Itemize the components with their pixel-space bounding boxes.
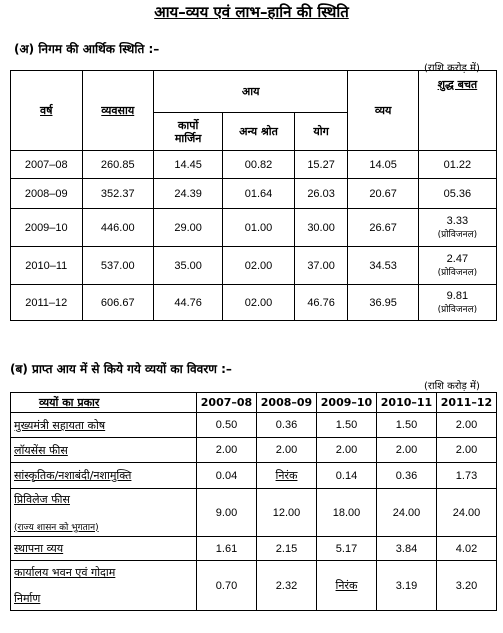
header-year-col: 2011–12 bbox=[437, 393, 497, 413]
cell-net: 01.22 bbox=[418, 151, 496, 179]
section-a-unit-note: (राशि करोड़ में) bbox=[424, 63, 480, 74]
cell-expense-type: कार्यालय भवन एवं गोदाम निर्माण bbox=[11, 561, 197, 611]
cell-turnover: 352.37 bbox=[82, 179, 154, 209]
cell-value: 2.00 bbox=[377, 438, 437, 463]
cell-value: 1.73 bbox=[437, 463, 497, 489]
cell-other: 02.00 bbox=[223, 247, 295, 285]
cell-value: 12.00 bbox=[257, 489, 317, 537]
cell-total: 15.27 bbox=[294, 151, 348, 179]
header-year-col: 2008–09 bbox=[257, 393, 317, 413]
cell-value: 2.32 bbox=[257, 561, 317, 611]
cell-other: 01.00 bbox=[223, 209, 295, 247]
cell-value: 1.50 bbox=[377, 413, 437, 438]
cell-total: 46.76 bbox=[294, 285, 348, 321]
cell-turnover: 537.00 bbox=[82, 247, 154, 285]
provisional-note: (प्रोविजनल) bbox=[437, 267, 478, 278]
cell-value: 24.00 bbox=[437, 489, 497, 537]
header-year-col: 2007–08 bbox=[197, 393, 257, 413]
cell-value: 2.00 bbox=[317, 438, 377, 463]
cell-margin: 29.00 bbox=[154, 209, 223, 247]
cell-value: 0.14 bbox=[317, 463, 377, 489]
cell-expense-type: लॉयसेंस फीस bbox=[11, 438, 197, 463]
section-b-heading: (ब) प्राप्त आय में से किये गये व्ययों का विवरण :– bbox=[10, 362, 232, 376]
section-b-unit-note: (राशि करोड़ में) bbox=[424, 381, 480, 392]
header-turnover: व्यवसाय bbox=[82, 71, 154, 151]
header-other-sources: अन्य श्रोत bbox=[223, 113, 295, 151]
cell-total: 37.00 bbox=[294, 247, 348, 285]
cell-total: 30.00 bbox=[294, 209, 348, 247]
cell-expense-type: सांस्कृतिक/नशाबंदी/नशामुक्ति bbox=[11, 463, 197, 489]
cell-value: 0.36 bbox=[257, 413, 317, 438]
header-year-col: 2009–10 bbox=[317, 393, 377, 413]
cell-value: 0.50 bbox=[197, 413, 257, 438]
cell-value: 0.70 bbox=[197, 561, 257, 611]
header-year: वर्ष bbox=[11, 71, 83, 151]
cell-value: 24.00 bbox=[377, 489, 437, 537]
cell-net: 2.47 (प्रोविजनल) bbox=[418, 247, 496, 285]
cell-expense-type: प्रिविलेज फीस (राज्य शासन को भुगतान) bbox=[11, 489, 197, 537]
cell-value: 3.20 bbox=[437, 561, 497, 611]
cell-value: 18.00 bbox=[317, 489, 377, 537]
table-row bbox=[11, 463, 497, 489]
table-row bbox=[11, 247, 497, 285]
cell-value: 4.02 bbox=[437, 537, 497, 561]
cell-value: 2.00 bbox=[257, 438, 317, 463]
table-row bbox=[11, 537, 497, 561]
cell-exp: 14.05 bbox=[348, 151, 418, 179]
header-corporate-margin: कार्पो मार्जिन bbox=[154, 113, 223, 151]
cell-year: 2010–11 bbox=[11, 247, 83, 285]
cell-net: 3.33 (प्रोविजनल) bbox=[418, 209, 496, 247]
cell-margin: 35.00 bbox=[154, 247, 223, 285]
cell-value: 1.50 bbox=[317, 413, 377, 438]
cell-value: 2.00 bbox=[437, 413, 497, 438]
expenditure-table bbox=[10, 392, 497, 611]
cell-value: 9.00 bbox=[197, 489, 257, 537]
cell-value: निरंक bbox=[317, 561, 377, 611]
cell-margin: 44.76 bbox=[154, 285, 223, 321]
table-row bbox=[11, 151, 497, 179]
cell-turnover: 446.00 bbox=[82, 209, 154, 247]
cell-value: 3.19 bbox=[377, 561, 437, 611]
cell-other: 01.64 bbox=[223, 179, 295, 209]
provisional-note: (प्रोविजनल) bbox=[437, 229, 478, 240]
cell-total: 26.03 bbox=[294, 179, 348, 209]
header-total: योग bbox=[294, 113, 348, 151]
cell-other: 02.00 bbox=[223, 285, 295, 321]
cell-value: 2.00 bbox=[437, 438, 497, 463]
cell-turnover: 606.67 bbox=[82, 285, 154, 321]
header-year-col: 2010–11 bbox=[377, 393, 437, 413]
cell-value: 0.04 bbox=[197, 463, 257, 489]
cell-other: 00.82 bbox=[223, 151, 295, 179]
cell-year: 2011–12 bbox=[11, 285, 83, 321]
cell-value: 5.17 bbox=[317, 537, 377, 561]
header-income: आय bbox=[154, 71, 348, 113]
cell-net: 05.36 bbox=[418, 179, 496, 209]
cell-year: 2009–10 bbox=[11, 209, 83, 247]
table-row bbox=[11, 413, 497, 438]
cell-value: 3.84 bbox=[377, 537, 437, 561]
table-row bbox=[11, 438, 497, 463]
cell-value: 1.61 bbox=[197, 537, 257, 561]
table-row bbox=[11, 489, 497, 537]
cell-turnover: 260.85 bbox=[82, 151, 154, 179]
cell-exp: 26.67 bbox=[348, 209, 418, 247]
cell-value: 2.15 bbox=[257, 537, 317, 561]
header-net-saving: शुद्ध बचत bbox=[418, 71, 496, 151]
cell-margin: 24.39 bbox=[154, 179, 223, 209]
provisional-note: (प्रोविजनल) bbox=[437, 304, 478, 315]
cell-value: 2.00 bbox=[197, 438, 257, 463]
cell-value: निरंक bbox=[257, 463, 317, 489]
cell-year: 2008–09 bbox=[11, 179, 83, 209]
cell-exp: 20.67 bbox=[348, 179, 418, 209]
header-expense-type: व्ययों का प्रकार bbox=[11, 393, 197, 413]
table-row bbox=[11, 285, 497, 321]
table-row bbox=[11, 209, 497, 247]
header-expenditure: व्यय bbox=[348, 71, 418, 151]
cell-year: 2007–08 bbox=[11, 151, 83, 179]
cell-value: 0.36 bbox=[377, 463, 437, 489]
cell-expense-type: मुख्यमंत्री सहायता कोष bbox=[11, 413, 197, 438]
cell-exp: 34.53 bbox=[348, 247, 418, 285]
table-row bbox=[11, 561, 497, 611]
financial-status-table bbox=[10, 70, 497, 321]
table-row bbox=[11, 179, 497, 209]
cell-net: 9.81 (प्रोविजनल) bbox=[418, 285, 496, 321]
page-title: आय–व्यय एवं लाभ–हानि की स्थिति bbox=[154, 3, 349, 21]
cell-margin: 14.45 bbox=[154, 151, 223, 179]
cell-expense-type: स्थापना व्यय bbox=[11, 537, 197, 561]
cell-exp: 36.95 bbox=[348, 285, 418, 321]
section-a-heading: (अ) निगम की आर्थिक स्थिति :– bbox=[14, 42, 160, 56]
